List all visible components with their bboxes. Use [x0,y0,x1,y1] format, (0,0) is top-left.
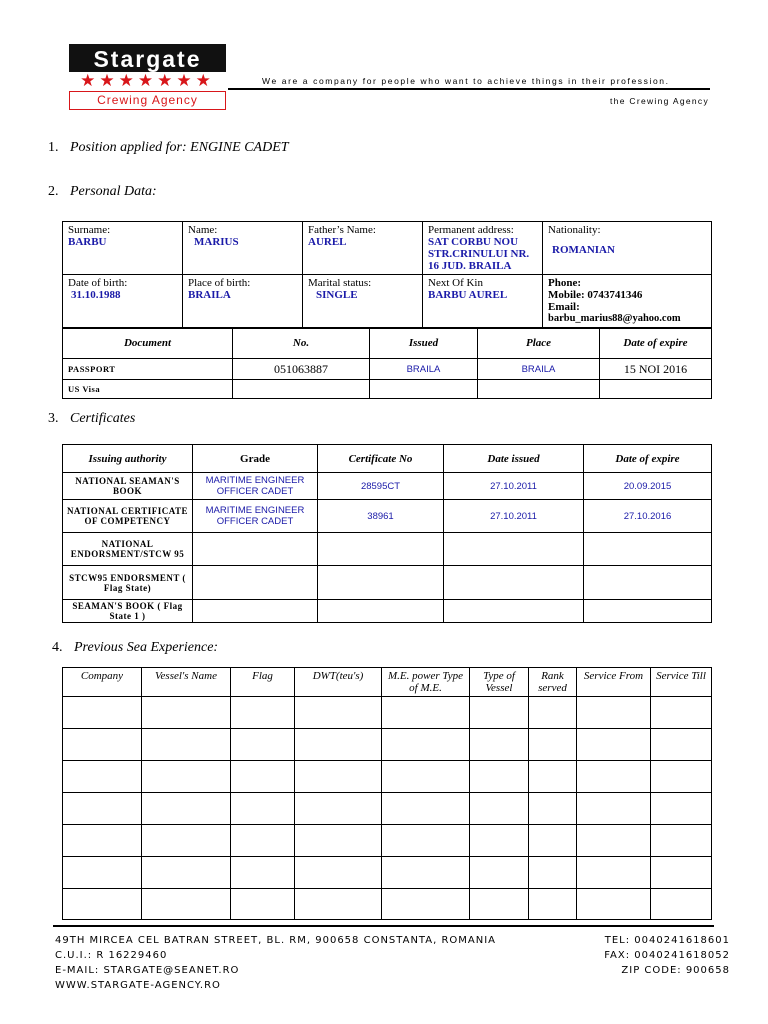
kin-cell [423,275,543,329]
table-row [63,359,712,380]
table-row [63,761,712,793]
address-cell [423,222,543,275]
email-label: Email: [548,301,580,313]
cert-number [318,533,444,566]
table-row [63,697,712,729]
footer-tel: TEL: 0040241618601 [604,935,730,946]
cert-issued [444,566,584,600]
table-row [63,500,712,533]
mobile-value: Mobile: 0743741346 [548,289,643,301]
address-label: Permanent address: [428,224,514,236]
phone-label: Phone: [548,277,581,289]
section-number: 4. [52,640,63,655]
position-applied: Position applied for: ENGINE CADET [70,140,289,155]
kin-value: BARBU AUREL [428,289,508,301]
cert-number [318,566,444,600]
dob-value: 31.10.1988 [71,289,121,301]
table-row [63,566,712,600]
experience-table [62,667,712,920]
cert-issued: 27.10.2011 [444,500,584,533]
cert-expire [584,566,712,600]
footer-email: E-MAIL: STARGATE@SEANET.RO [55,965,240,976]
table-row [63,600,712,623]
cert-number [318,600,444,623]
marital-cell [303,275,423,329]
logo-stars: ★★★★★★★ [80,71,215,91]
father-label: Father’s Name: [308,224,376,236]
cert-number: 28595CT [318,473,444,500]
pob-cell [183,275,303,329]
cert-header-expire: Date of expire [584,445,712,473]
section-number: 1. [48,140,59,155]
name-cell [183,222,303,275]
section-sea-experience [52,640,218,656]
surname-label: Surname: [68,224,111,236]
table-row [63,793,712,825]
section-title: Personal Data: [70,184,157,199]
table-row [63,473,712,500]
cert-issued [444,533,584,566]
section-number: 3. [48,411,59,426]
cert-header-number: Certificate No [318,445,444,473]
father-cell [303,222,423,275]
section-certificates [48,411,135,427]
doc-place [478,380,600,399]
table-row [63,825,712,857]
section-number: 2. [48,184,59,199]
section-personal-data [48,184,157,200]
doc-place: BRAILA [478,359,600,380]
address-value: SAT CORBU NOU STR.CRINULUI NR. 16 JUD. BRAILA [428,236,530,272]
table-row [63,729,712,761]
doc-name: US Visa [63,380,233,399]
cert-grade: MARITIME ENGINEER OFFICER CADET [193,500,318,533]
dob-label: Date of birth: [68,277,128,289]
doc-issued: BRAILA [370,359,478,380]
cert-grade [193,533,318,566]
footer-fax: FAX: 0040241618052 [604,950,730,961]
exp-header-company: Company [63,668,142,697]
doc-header-no: No. [233,328,370,359]
exp-header-dwt: DWT(teu's) [295,668,382,697]
doc-number [233,380,370,399]
table-row [63,857,712,889]
cert-header-issued: Date issued [444,445,584,473]
exp-header-vessel-type: Type of Vessel [470,668,529,697]
dob-cell [63,275,183,329]
doc-number: 051063887 [233,359,370,380]
footer-website: WWW.STARGATE-AGENCY.RO [55,980,221,991]
cert-authority: STCW95 ENDORSMENT ( Flag State) [63,566,193,600]
marital-label: Marital status: [308,277,372,289]
cert-authority: NATIONAL SEAMAN'S BOOK [63,473,193,500]
logo-title: Stargate [69,44,226,72]
table-row [63,380,712,399]
doc-issued [370,380,478,399]
section-title: Previous Sea Experience: [74,640,219,655]
email-value: barbu_marius88@yahoo.com [548,313,681,324]
company-logo [69,44,226,110]
cert-issued [444,600,584,623]
doc-expire [600,380,712,399]
footer-address: 49TH MIRCEA CEL BATRAN STREET, BL. RM, 900658 CONSTANTA, ROMANIA [55,935,497,946]
documents-table [62,327,712,399]
kin-label: Next Of Kin [428,277,483,289]
cert-authority: NATIONAL CERTIFICATE OF COMPETENCY [63,500,193,533]
cert-authority: NATIONAL ENDORSMENT/STCW 95 [63,533,193,566]
cert-expire [584,600,712,623]
cert-header-grade: Grade [193,445,318,473]
surname-value: BARBU [68,236,107,248]
doc-header-expire: Date of expire [600,328,712,359]
name-label: Name: [188,224,218,236]
table-row [63,533,712,566]
doc-header-issued: Issued [370,328,478,359]
cert-authority: SEAMAN'S BOOK ( Flag State 1 ) [63,600,193,623]
cert-header-authority: Issuing authority [63,445,193,473]
exp-header-me-power: M.E. power Type of M.E. [382,668,470,697]
agency-label: the Crewing Agency [610,96,709,106]
cert-expire [584,533,712,566]
exp-header-rank: Rank served [529,668,577,697]
nationality-label: Nationality: [548,224,601,236]
nationality-value: ROMANIAN [552,244,615,256]
footer-cui: C.U.I.: R 16229460 [55,950,168,961]
pob-value: BRAILA [188,289,231,301]
section-position [48,140,289,156]
personal-data-table [62,221,712,329]
doc-expire: 15 NOI 2016 [600,359,712,380]
exp-header-from: Service From [577,668,651,697]
doc-name: PASSPORT [63,359,233,380]
doc-header-place: Place [478,328,600,359]
cert-grade [193,600,318,623]
exp-header-till: Service Till [651,668,712,697]
father-value: AUREL [308,236,347,248]
certificates-table [62,444,712,623]
header-divider [228,88,710,90]
exp-header-flag: Flag [231,668,295,697]
pob-label: Place of birth: [188,277,251,289]
cert-expire: 20.09.2015 [584,473,712,500]
doc-header-document: Document [63,328,233,359]
contact-cell [543,275,712,329]
footer-divider [53,925,714,927]
marital-value: SINGLE [316,289,358,301]
name-value: MARIUS [194,236,239,248]
cert-issued: 27.10.2011 [444,473,584,500]
cert-number: 38961 [318,500,444,533]
nationality-cell [543,222,712,275]
logo-subtitle: Crewing Agency [69,91,226,110]
table-row [63,889,712,920]
section-title: Certificates [70,411,136,426]
cert-grade [193,566,318,600]
cert-expire: 27.10.2016 [584,500,712,533]
surname-cell [63,222,183,275]
tagline: We are a company for people who want to achieve things in their profession. [262,76,670,86]
footer-zip: ZIP CODE: 900658 [621,965,730,976]
cert-grade: MARITIME ENGINEER OFFICER CADET [193,473,318,500]
exp-header-vessel: Vessel's Name [142,668,231,697]
